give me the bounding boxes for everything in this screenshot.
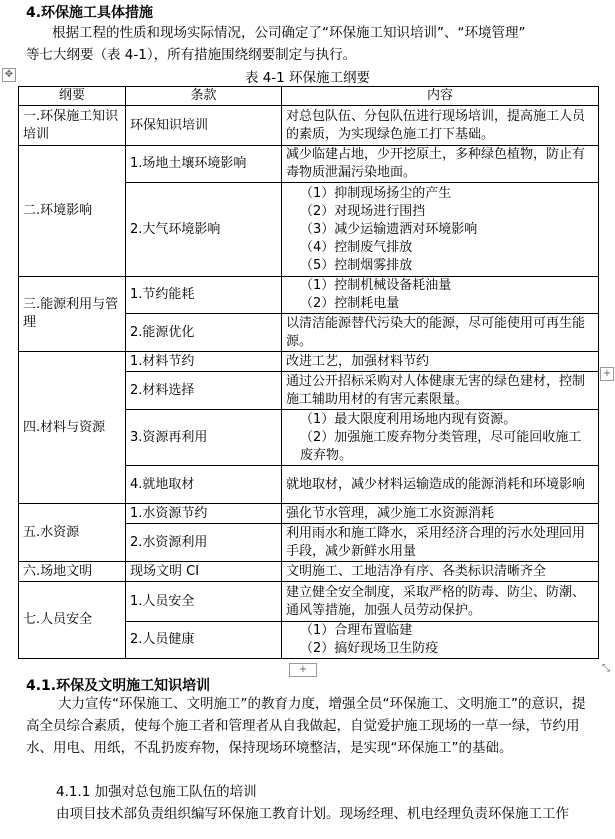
table-caption: 表 4-1 环保施工纲要 — [244, 70, 371, 86]
intro-line-2: 等七大纲要（表 4-1），所有措施围绕纲要制定与执行。 — [26, 47, 357, 63]
outline-cell: 三.能源利用与管理 — [19, 277, 126, 352]
header-clause: 条款 — [126, 87, 282, 106]
content-cell: 通过公开招标采购对人体健康无害的绿色建材，控制施工辅助用材的有害元素限量。 — [282, 372, 599, 410]
clause-cell: 2.能源优化 — [126, 314, 282, 352]
content-cell: 利用雨水和施工降水，采用经济合理的污水处理回用手段，减少新鲜水用量 — [282, 524, 599, 562]
content-line: （1）抑制现场扬尘的产生 — [300, 185, 452, 201]
section-heading: 4.环保施工具体措施 — [26, 5, 154, 21]
training-plan-paragraph: 由项目技术部负责组织编写环保施工教育计划。现场经理、机电经理负责环保施工工作 — [56, 806, 569, 822]
clause-cell: 1.场地土壤环境影响 — [126, 146, 282, 183]
outline-cell: 四.材料与资源 — [19, 352, 126, 504]
clause-cell: 2.人员健康 — [126, 622, 282, 659]
table-row — [19, 504, 599, 524]
content-cell — [282, 410, 599, 466]
table-move-handle-icon[interactable]: ✥ — [2, 68, 16, 82]
add-column-icon[interactable]: + — [600, 367, 614, 381]
intro-line-1: 根据工程的性质和现场实际情况，公司确定了“环保施工知识培训”、“环境管理” — [52, 25, 526, 41]
table-row — [19, 562, 599, 582]
content-cell — [282, 183, 599, 277]
clause-cell: 2.大气环境影响 — [126, 183, 282, 277]
subsubsection-title: 4.1.1 加强对总包施工队伍的培训 — [56, 784, 257, 800]
table-resize-icon[interactable]: ⤡ — [602, 663, 610, 674]
table-row — [19, 146, 599, 183]
content-line: （5）控制烟雾排放 — [300, 257, 413, 273]
content-cell: 强化节水管理，减少施工水资源消耗 — [282, 504, 599, 524]
subsection-title: 4.1.环保及文明施工知识培训 — [26, 678, 211, 694]
clause-cell: 1.材料节约 — [126, 352, 282, 372]
outline-cell: 五.水资源 — [19, 504, 126, 562]
content-line: （4）控制废气排放 — [300, 239, 413, 255]
content-cell: 减少临建占地，少开挖原土，多种绿色植物，防止有毒物质泄漏污染地面。 — [282, 146, 599, 183]
content-cell — [282, 277, 599, 314]
content-line: （3）减少运输遗洒对环境影响 — [300, 221, 478, 237]
outline-cell: 二.环境影响 — [19, 146, 126, 277]
training-paragraph: 大力宣传“环保施工、文明施工”的教育力度，增强全员“环保施工、文明施工”的意识，提高全员综合素质，使每个施工者和管理者从自我做起，自觉爱护施工现场的一草一绿，节约用水、用电、用纸，不乱扔废弃物，保持现场环境整洁，是实现“环保施工”的基础。 — [26, 696, 586, 756]
outline-cell: 六.场地文明 — [19, 562, 126, 582]
content-cell: 建立健全安全制度，采取严格的防毒、防尘、防潮、通风等措施，加强人员劳动保护。 — [282, 582, 599, 622]
content-line: （1）合理布置临建 — [300, 623, 413, 638]
content-cell: 对总包队伍、分包队伍进行现场培训，提高施工人员的素质，为实现绿色施工打下基础。 — [282, 106, 599, 146]
content-cell: 以清洁能源替代污染大的能源，尽可能使用可再生能源。 — [282, 314, 599, 352]
clause-cell: 3.资源再利用 — [126, 410, 282, 466]
table-row — [19, 277, 599, 314]
clause-cell: 1.水资源节约 — [126, 504, 282, 524]
content-line: （1）最大限度利用场地内现有资源。 — [300, 411, 517, 427]
content-cell: 改进工艺，加强材料节约 — [282, 352, 599, 372]
header-outline: 纲要 — [19, 87, 126, 106]
content-line: （2）加强施工废弃物分类管理，尽可能回收施工废弃物。 — [300, 429, 582, 463]
content-line: （1）控制机械设备耗油量 — [300, 278, 452, 293]
clause-cell: 2.材料选择 — [126, 372, 282, 410]
clause-cell: 环保知识培训 — [126, 106, 282, 146]
policy-table — [18, 86, 599, 659]
table-header-row — [19, 87, 599, 106]
clause-cell: 4.就地取材 — [126, 466, 282, 504]
outline-cell: 一.环保施工知识培训 — [19, 106, 126, 146]
clause-cell: 1.节约能耗 — [126, 277, 282, 314]
clause-cell: 2.水资源利用 — [126, 524, 282, 562]
table-row — [19, 106, 599, 146]
content-line: （2）对现场进行围挡 — [300, 203, 426, 219]
add-row-icon[interactable]: + — [289, 663, 317, 677]
content-cell — [282, 622, 599, 659]
outline-cell: 七.人员安全 — [19, 582, 126, 659]
content-line: （2）搞好现场卫生防疫 — [300, 641, 439, 656]
header-content: 内容 — [282, 87, 599, 106]
table-row — [19, 352, 599, 372]
clause-cell: 现场文明 CI — [126, 562, 282, 582]
table-row — [19, 582, 599, 622]
content-cell: 就地取材，减少材料运输造成的能源消耗和环境影响 — [282, 466, 599, 504]
content-line: （2）控制耗电量 — [300, 296, 400, 311]
clause-cell: 1.人员安全 — [126, 582, 282, 622]
content-cell: 文明施工、工地洁净有序、各类标识清晰齐全 — [282, 562, 599, 582]
